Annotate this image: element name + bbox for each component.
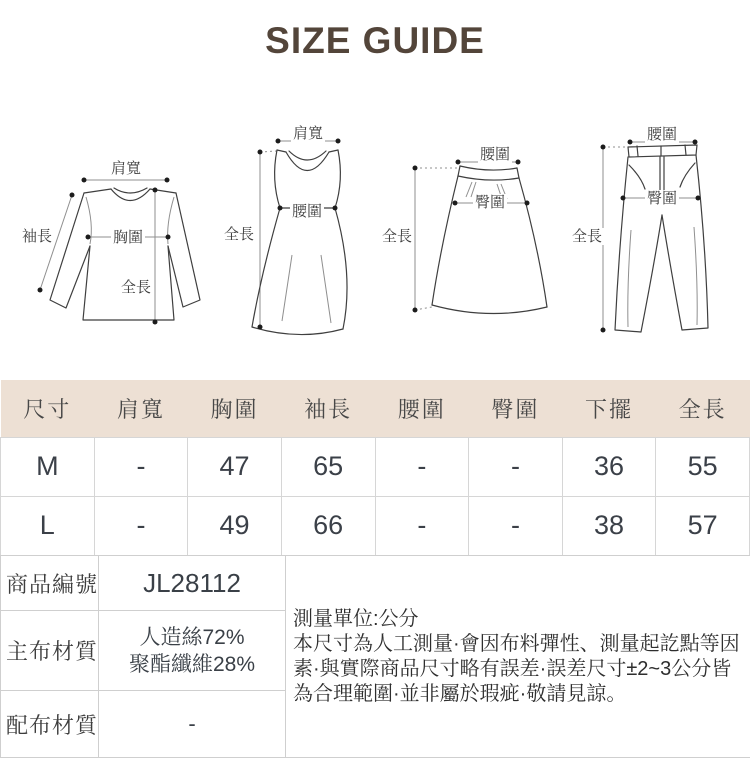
column-header-sleeve: 袖長 <box>281 380 375 437</box>
dress-length-label: 全長 <box>223 226 255 243</box>
measurement-disclaimer-text: 本尺寸為人工測量·會因布料彈性、測量起訖點等因素·與實際商品尺寸略有誤差·誤差尺寸±2~3公分皆為合理範圍·並非屬於瑕疵·敬請見諒。 <box>293 632 740 705</box>
column-header-size: 尺寸 <box>1 380 95 437</box>
size-cell-l-sleeve: 66 <box>281 496 375 555</box>
column-header-hem: 下擺 <box>562 380 656 437</box>
size-cell-m-waist: - <box>375 437 469 496</box>
trim-fabric-label: 配布材質 <box>1 691 99 758</box>
figure-skirt <box>375 133 565 345</box>
main-fabric-line2: 聚酯纖維28% <box>128 652 256 676</box>
top-chest-label: 胸圍 <box>112 229 144 246</box>
size-table-header-row <box>1 380 750 437</box>
skirt-waist-label: 腰圍 <box>479 146 511 163</box>
size-cell-l: L <box>1 496 95 555</box>
size-row-l <box>1 496 750 555</box>
page-title: SIZE GUIDE <box>265 20 485 61</box>
product-info-table <box>0 555 750 758</box>
skirt-length-label: 全長 <box>381 228 413 245</box>
column-header-shoulder: 肩寬 <box>94 380 188 437</box>
skirt-hip-label: 臀圍 <box>474 194 506 211</box>
size-cell-l-shoulder: - <box>94 496 188 555</box>
size-table <box>0 380 750 556</box>
figure-long-sleeve-top <box>10 140 220 335</box>
main-fabric-value <box>99 611 286 691</box>
size-cell-m: M <box>1 437 95 496</box>
top-shoulder-width-label: 肩寬 <box>110 160 142 177</box>
pants-length-label: 全長 <box>571 228 603 245</box>
product-code-label: 商品編號 <box>1 556 99 611</box>
size-row-m <box>1 437 750 496</box>
product-code-value: JL28112 <box>99 556 286 611</box>
column-header-length: 全長 <box>656 380 750 437</box>
top-sleeve-length-label: 袖長 <box>21 228 53 245</box>
pants-hip-label: 臀圍 <box>646 190 678 207</box>
size-cell-l-hip: - <box>469 496 563 555</box>
product-code-row <box>1 556 750 611</box>
column-header-chest: 胸圍 <box>188 380 282 437</box>
main-fabric-line1: 人造絲72% <box>139 625 245 649</box>
size-cell-m-hem: 36 <box>562 437 656 496</box>
size-cell-l-chest: 49 <box>188 496 282 555</box>
figure-dress <box>215 115 375 345</box>
size-cell-m-hip: - <box>469 437 563 496</box>
size-cell-l-length: 57 <box>656 496 750 555</box>
size-cell-l-waist: - <box>375 496 469 555</box>
column-header-waist: 腰圍 <box>375 380 469 437</box>
pants-waist-label: 腰圍 <box>646 126 678 143</box>
size-cell-m-sleeve: 65 <box>281 437 375 496</box>
size-cell-l-hem: 38 <box>562 496 656 555</box>
figure-pants <box>565 115 750 347</box>
trim-fabric-value: - <box>99 691 286 758</box>
size-cell-m-length: 55 <box>656 437 750 496</box>
measurement-note-cell <box>286 556 750 758</box>
dress-shoulder-width-label: 肩寬 <box>292 125 324 142</box>
size-cell-m-shoulder: - <box>94 437 188 496</box>
main-fabric-label: 主布材質 <box>1 611 99 691</box>
size-cell-m-chest: 47 <box>188 437 282 496</box>
column-header-hip: 臀圍 <box>469 380 563 437</box>
measurement-unit-text: 測量單位:公分 <box>293 607 419 630</box>
top-length-label: 全長 <box>120 279 152 296</box>
dress-waist-label: 腰圍 <box>291 203 323 220</box>
